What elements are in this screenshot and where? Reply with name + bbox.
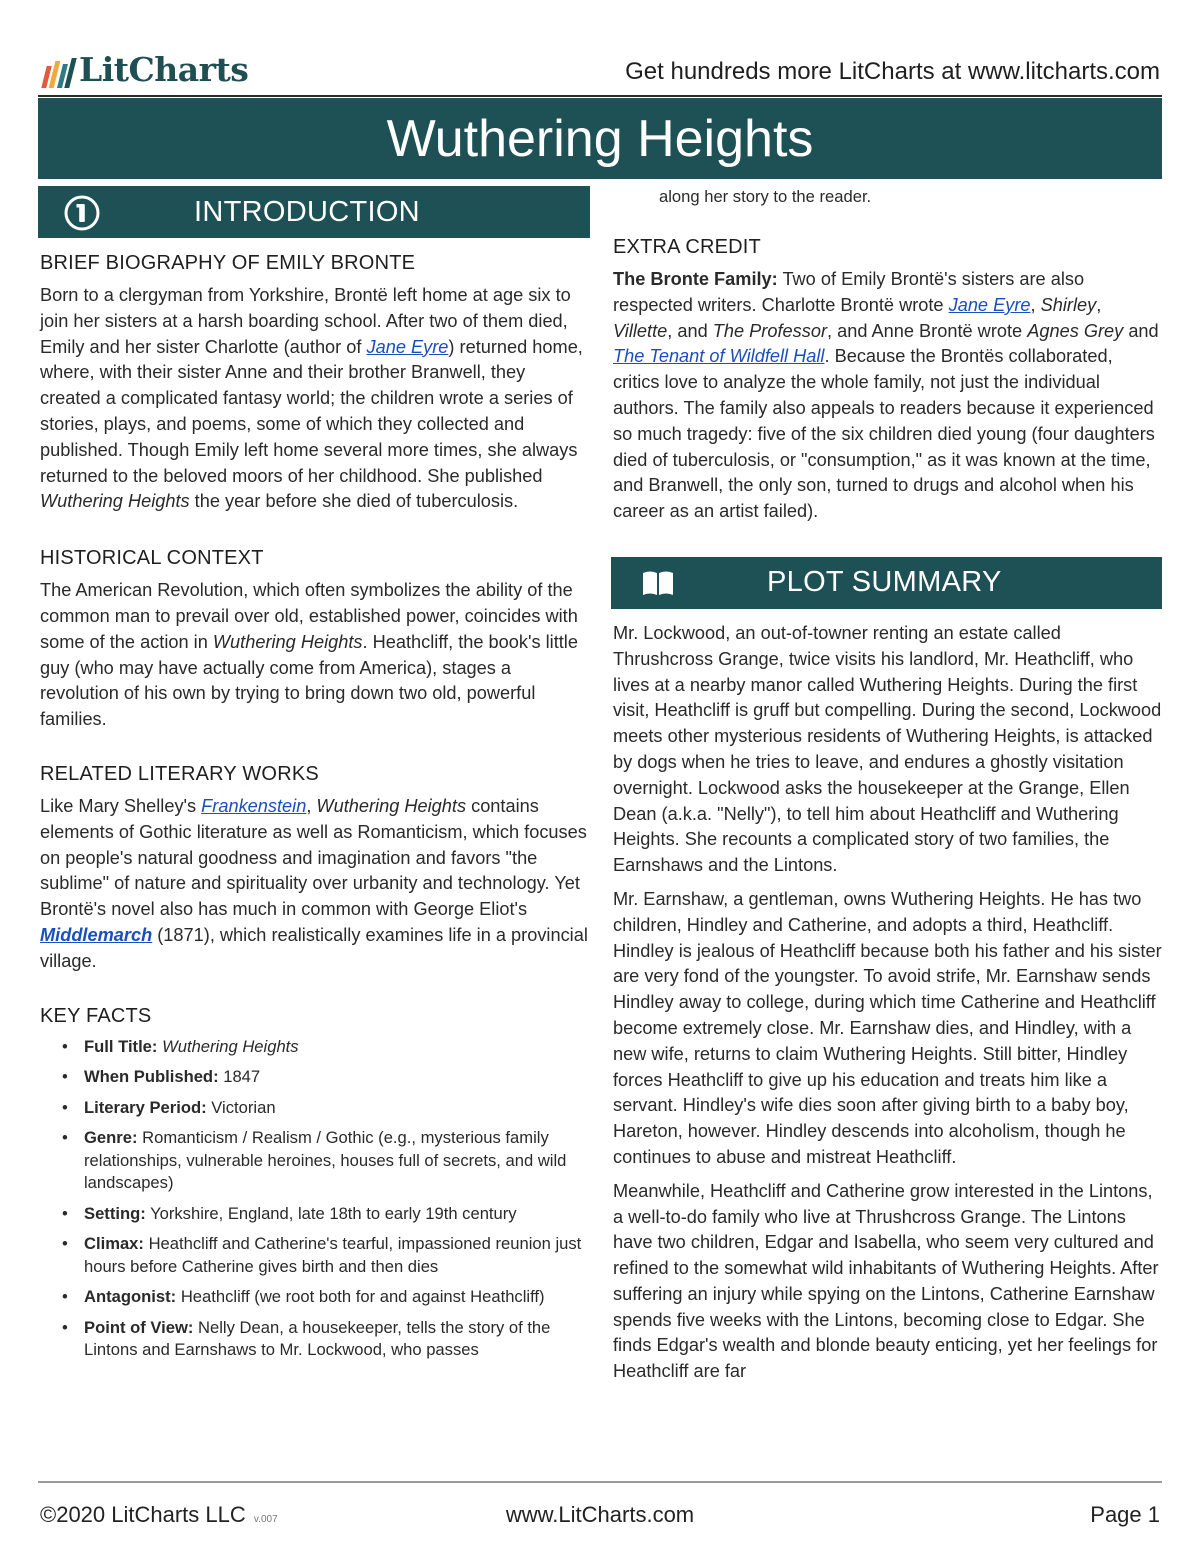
extra-credit-text-7: . Because the Brontës collaborated, critics love to analyze the whole family, not just the individual authors. The family also appeals to readers because it experienced so much tragedy: five of the six children died young (four daughters died of tuberculosis, or "consumption," as it was known at the time, and Branwell, the only son, turned to drugs and alcohol when his career as an artist failed). [613, 346, 1155, 522]
info-icon [64, 195, 100, 236]
keyfact-title: Wuthering Heights [162, 1036, 299, 1056]
jane-eyre-link[interactable]: Jane Eyre [366, 336, 449, 357]
extra-credit-text [613, 267, 1162, 525]
agnes-grey-title: Agnes Grey [1027, 320, 1124, 341]
left-column [38, 186, 590, 1370]
keyfact-value: Heathcliff (we root both for and against Heathcliff) [180, 1287, 545, 1307]
copyright-text: ©2020 LitCharts LLC [40, 1502, 246, 1527]
historical-text-1: The American Revolution, which often symbolizes the ability of the common man to prevail over old, established power, coincides with some of the action in [40, 580, 578, 652]
extra-credit-label: The Bronte Family: [613, 269, 778, 289]
keyfact-item [84, 1036, 590, 1059]
title-banner [38, 98, 1162, 179]
related-text-2: , [306, 795, 317, 816]
keyfact-item [84, 1127, 590, 1195]
extra-credit-text-1: Two of Emily Brontë's sisters are also respected writers. Charlotte Brontë wrote [613, 269, 1085, 315]
related-text-4: (1871), which realistically examines life in a provincial village. [40, 924, 588, 971]
keyfact-value: Victorian [211, 1097, 276, 1117]
biography-book-title: Wuthering Heights [40, 491, 190, 512]
keyfact-label: Point of View: [84, 1317, 194, 1337]
plot-paragraph: Mr. Earnshaw, a gentleman, owns Wuthering Heights. He has two children, Hindley and Catherine, and adopts a third, Heathcliff. Hindley is jealous of Heathcliff because both his father and his sister are very fond of the youngster. To avoid strife, Mr. Earnshaw sends Hindley away to college, during which time Catherine and Heathcliff become extremely close. Mr. Earnshaw dies, and Hindley, with a new wife, returns to claim Wuthering Heights. Still bitter, Hindley forces Heathcliff to give up his education and treats him like a servant. Hindley's wife dies soon after giving birth to a baby boy, Hareton, however. Hindley descends into alcoholism, though he continues to abuse and mistreat Heathcliff. [613, 888, 1162, 1167]
biography-heading: BRIEF BIOGRAPHY OF EMILY BRONTE [40, 252, 416, 274]
extra-credit-text-4: , and [667, 320, 713, 341]
header-tagline[interactable]: Get hundreds more LitCharts at www.litcharts.com [625, 58, 1160, 85]
plot-summary-banner [611, 557, 1162, 609]
plot-summary-title: PLOT SUMMARY [767, 566, 1002, 599]
keyfact-value: 1847 [223, 1067, 261, 1087]
historical-text [40, 578, 590, 733]
introduction-title: INTRODUCTION [194, 195, 420, 228]
keyfact-label: Full Title: [84, 1036, 158, 1056]
biography-text [40, 283, 590, 515]
keyfact-label: When Published: [84, 1067, 219, 1087]
historical-text-2: . Heathcliff, the book's little guy (who may have actually come from America), stages a revolution of his own by trying to bring down two old, powerful families. [40, 631, 578, 730]
frankenstein-link[interactable]: Frankenstein [201, 795, 307, 816]
version-text: v.007 [253, 1514, 278, 1525]
keyfact-label: Antagonist: [84, 1287, 177, 1307]
page-title: Wuthering Heights [386, 109, 814, 168]
introduction-banner [38, 186, 590, 238]
keyfacts-list [38, 1036, 590, 1362]
historical-heading: HISTORICAL CONTEXT [40, 547, 264, 570]
keyfact-value: Yorkshire, England, late 18th to early 19th century [150, 1203, 517, 1223]
extra-credit-text-5: , and Anne Brontë wrote [827, 320, 1028, 341]
footer-rule [38, 1481, 1162, 1483]
keyfact-item [84, 1066, 590, 1089]
biography-text-3: the year before she died of tuberculosis. [189, 491, 519, 512]
keyfact-item [84, 1097, 590, 1120]
logo-text: LitCharts [79, 50, 249, 89]
keyfact-item [84, 1203, 590, 1226]
keyfact-label: Climax: [84, 1234, 144, 1254]
shirley-title: Shirley [1040, 294, 1097, 315]
related-text [40, 794, 590, 975]
logo-bars-icon [44, 58, 73, 88]
historical-book-title: Wuthering Heights [212, 631, 363, 652]
litcharts-logo[interactable] [44, 52, 248, 88]
biography-text-1: Born to a clergyman from Yorkshire, Brontë left home at age six to join her sisters at a harsh boarding school. After two of them died, Emily and her sister Charlotte (author of [40, 285, 571, 357]
right-column [611, 186, 1162, 1393]
page-header [38, 52, 1162, 92]
keyfact-label: Setting: [84, 1203, 146, 1223]
keyfact-value: Nelly Dean, a housekeeper, tells the story of the Lintons and Earnshaws to Mr. Lockwood, who passes [84, 1317, 551, 1360]
extra-credit-text-6: and [1123, 320, 1159, 341]
jane-eyre-link[interactable]: Jane Eyre [948, 294, 1031, 315]
book-icon [641, 570, 675, 601]
page-footer [38, 1502, 1162, 1534]
plot-paragraph: Meanwhile, Heathcliff and Catherine grow interested in the Lintons, a well-to-do family who live at Thrushcross Grange. The Lintons have two children, Edgar and Isabella, who seem very cultured and refined to the somewhat wild inhabitants of Wuthering Heights. After suffering an injury while spying on the Lintons, Catherine Earnshaw spends five weeks with the Lintons, becoming close to Edgar. She finds Edgar's wealth and blonde beauty enticing, yet her feelings for Heathcliff are far [613, 1180, 1159, 1382]
professor-title: The Professor [712, 320, 828, 341]
biography-text-2: ) returned home, where, with their sister Anne and their brother Branwell, they created a complicated fantasy world; the children wrote a series of stories, plays, and poems, some of which they collected and published. Though Emily left home several more times, she always returned to the beloved moors of her childhood. She published [40, 336, 583, 486]
related-text-3: contains elements of Gothic literature as well as Romanticism, which focuses on people's natural goodness and imagination and favors "the sublime" of nature and spirituality over urbanity and technology. Yet Brontë's novel also has much in common with George Eliot's [40, 795, 587, 920]
page-number: Page 1 [1090, 1502, 1160, 1527]
related-book-title: Wuthering Heights [316, 795, 467, 816]
tenant-wildfell-link[interactable]: The Tenant of Wildfell Hall [613, 346, 825, 367]
related-text-1: Like Mary Shelley's [40, 795, 202, 816]
extra-credit-text-2: , [1030, 294, 1041, 315]
keyfact-label: Literary Period: [84, 1097, 207, 1117]
extra-credit-text-3: , [1096, 294, 1102, 315]
keyfact-item [84, 1233, 590, 1278]
related-heading: RELATED LITERARY WORKS [40, 762, 319, 785]
keyfact-value: Heathcliff and Catherine's tearful, impassioned reunion just hours before Catherine gives birth and then dies [84, 1234, 582, 1276]
header-rule [38, 95, 1162, 97]
keyfact-label: Genre: [84, 1128, 138, 1148]
carry-over-text: along her story to the reader. [659, 187, 872, 206]
keyfacts-heading: KEY FACTS [40, 1004, 152, 1027]
keyfact-item [84, 1286, 590, 1309]
footer-url[interactable]: www.LitCharts.com [505, 1502, 695, 1527]
keyfact-value: Romanticism / Realism / Gothic (e.g., mysterious family relationships, vulnerable heroines, houses full of secrets, and wild landscapes) [84, 1128, 567, 1193]
middlemarch-link[interactable]: Middlemarch [40, 924, 153, 945]
villette-title: Villette [613, 320, 668, 341]
extra-credit-heading: EXTRA CREDIT [613, 236, 761, 258]
keyfact-item [84, 1317, 590, 1362]
plot-paragraph: Mr. Lockwood, an out-of-towner renting an estate called Thrushcross Grange, twice visits his landlord, Mr. Heathcliff, who lives at a nearby manor called Wuthering Heights. During the first visit, Heathcliff is gruff but compelling. During the second, Lockwood meets other mysterious residents of Wuthering Heights, is attacked by dogs when he tries to leave, and endures a ghostly visitation overnight. Lockwood asks the housekeeper at the Grange, Ellen Dean (a.k.a. "Nelly"), to tell him about Heathcliff and Wuthering Heights. She recounts a complicated story of two families, the Earnshaws and the Lintons. [613, 622, 1162, 876]
